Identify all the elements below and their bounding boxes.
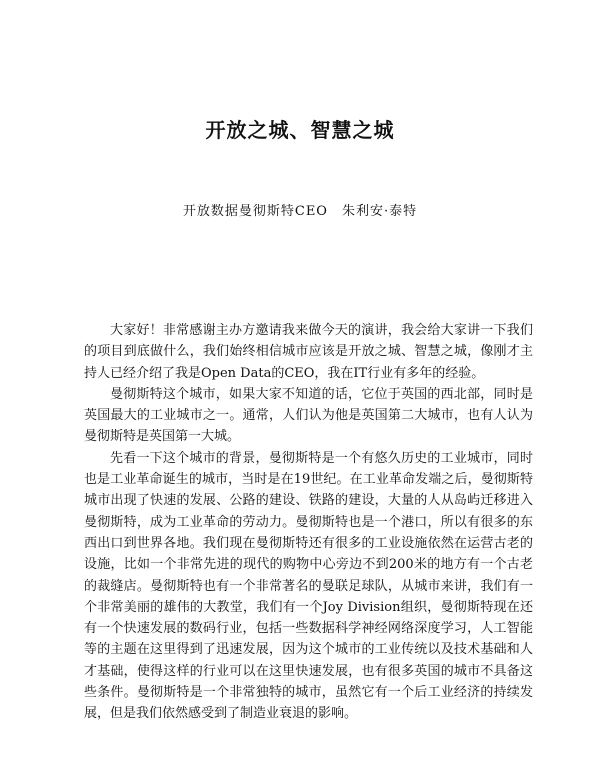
paragraph-manchester-location: 曼彻斯特这个城市，如果大家不知道的话，它位于英国的西北部，同时是英国最大的工业城市之一。通常，人们认为他是英国第二大城市，也有人认为曼彻斯特是英国第一大城。 <box>84 386 533 445</box>
article-body <box>84 320 533 725</box>
paragraph-intro: 大家好！非常感谢主办方邀请我来做今天的演讲，我会给大家讲一下我们的项目到底做什么，我们始终相信城市应该是开放之城、智慧之城，像刚才主持人已经介绍了我是Open Data的CEO，我在IT行业有多年的经验。 <box>84 323 533 381</box>
article-title: 开放之城、智慧之城 <box>205 118 395 142</box>
author-name: 朱利安·泰特 <box>341 204 418 219</box>
byline <box>0 200 600 219</box>
paragraph-city-background: 先看一下这个城市的背景，曼彻斯特是一个有悠久历史的工业城市，同时也是工业革命诞生的城市，当时是在19世纪。在工业革命发端之后，曼彻斯特城市出现了快速的发展、公路的建设、铁路的建设，大量的人从岛屿迁移进入曼彻斯特，成为工业革命的劳动力。曼彻斯特也是一个港口，所以有很多的东西出口到世界各地。我们现在曼彻斯特还有很多的工业设施依然在运营古老的设施，比如一个非常先进的现代的购物中心旁边不到200米的地方有一个古老的裁缝店。曼彻斯特也有一个非常著名的曼联足球队，从城市来讲，我们有一个非常美丽的雄伟的大教堂，我们有一个Joy Division组织，曼彻斯特现在还有一个快速发展的数码行业，包括一些数据科学神经网络深度学习，人工智能等的主题在这里得到了迅速发展，因为这个城市的工业传统以及技术基础和人才基础，使得这样的行业可以在这里快速发展，也有很多英国的城市不具备这些条件。曼彻斯特是一个非常独特的城市，虽然它有一个后工业经济的持续发展，但是我们依然感受到了制造业衰退的影响。 <box>84 450 533 722</box>
author-role: 开放数据曼彻斯特CEO <box>182 204 328 219</box>
